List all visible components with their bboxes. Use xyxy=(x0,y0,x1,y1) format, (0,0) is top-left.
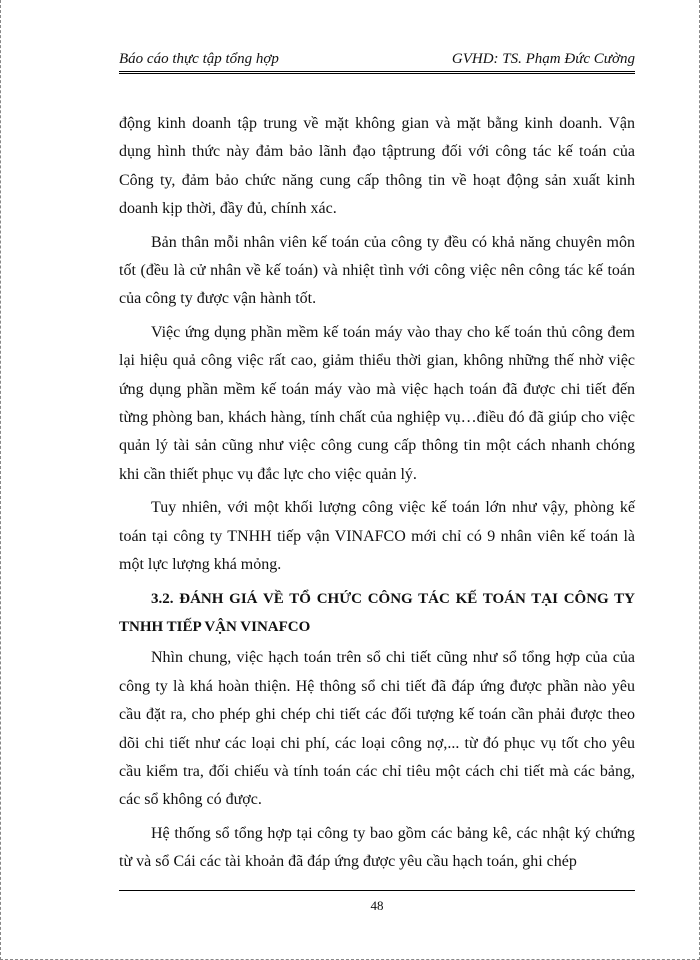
page-header xyxy=(119,46,635,74)
paragraph-3: Việc ứng dụng phần mềm kế toán máy vào thay cho kế toán thủ công đem lại hiệu quả công việc rất cao, giảm thiểu thời gian, không những thế nhờ việc ứng dụng phần mềm kế toán máy vào mà việc hạch toán đã được chi tiết đến từng phòng ban, khách hàng, tính chất của nghiệp vụ…điều đó đã giúp cho việc quản lý tài sản cũng như việc công cung cấp thông tin một cách nhanh chóng khi cần thiết phục vụ đắc lực cho việc quản lý. xyxy=(119,323,635,483)
footer-divider xyxy=(119,890,635,891)
page-number: 48 xyxy=(370,898,384,913)
paragraph-1: động kinh doanh tập trung về mặt không gian và mặt bằng kinh doanh. Vận dụng hình thức này đảm bảo lãnh đạo tậptrung đối với công tác kế toán của Công ty, đảm bảo chức năng cung cấp thông tin về hoạt động sản xuất kinh doanh kịp thời, đầy đủ, chính xác. xyxy=(119,115,635,218)
section-heading: 3.2. ĐÁNH GIÁ VỀ TỔ CHỨC CÔNG TÁC KẾ TOÁN TẠI CÔNG TY TNHH TIẾP VẬN VINAFCO xyxy=(119,590,635,635)
paragraph-5: Nhìn chung, việc hạch toán trên sổ chi tiết cũng như sổ tổng hợp của của công ty là khá hoàn thiện. Hệ thông sổ chi tiết đã đáp ứng được phần nào yêu cầu đặt ra, cho phép ghi chép chi tiết các đối tượng kế toán cần phải được theo dõi chi tiết như các loại chi phí, các loại công nợ,... từ đó phục vụ tốt cho yêu cầu kiểm tra, đối chiếu và tính toán các chỉ tiêu một cách chi tiết mà các bảng, các sổ không có được. xyxy=(119,649,635,809)
page-body xyxy=(119,110,635,882)
header-supervisor: GVHD: TS. Phạm Đức Cường xyxy=(451,51,635,67)
header-report-title: Báo cáo thực tập tổng hợp xyxy=(119,51,279,67)
paragraph-2: Bản thân mỗi nhân viên kế toán của công ty đều có khả năng chuyên môn tốt (đều là cử nhân về kế toán) và nhiệt tình với công việc nên công tác kế toán của công ty được vận hành tốt. xyxy=(119,233,635,308)
paragraph-4: Tuy nhiên, với một khối lượng công việc kế toán lớn như vậy, phòng kế toán tại công ty TNHH tiếp vận VINAFCO mới chỉ có 9 nhân viên kế toán là một lực lượng khá mỏng. xyxy=(119,499,635,574)
paragraph-6: Hệ thống sổ tổng hợp tại công ty bao gồm các bảng kê, các nhật ký chứng từ và sổ Cái các tài khoản đã đáp ứng được yêu cầu hạch toán, ghi chép xyxy=(119,824,635,871)
